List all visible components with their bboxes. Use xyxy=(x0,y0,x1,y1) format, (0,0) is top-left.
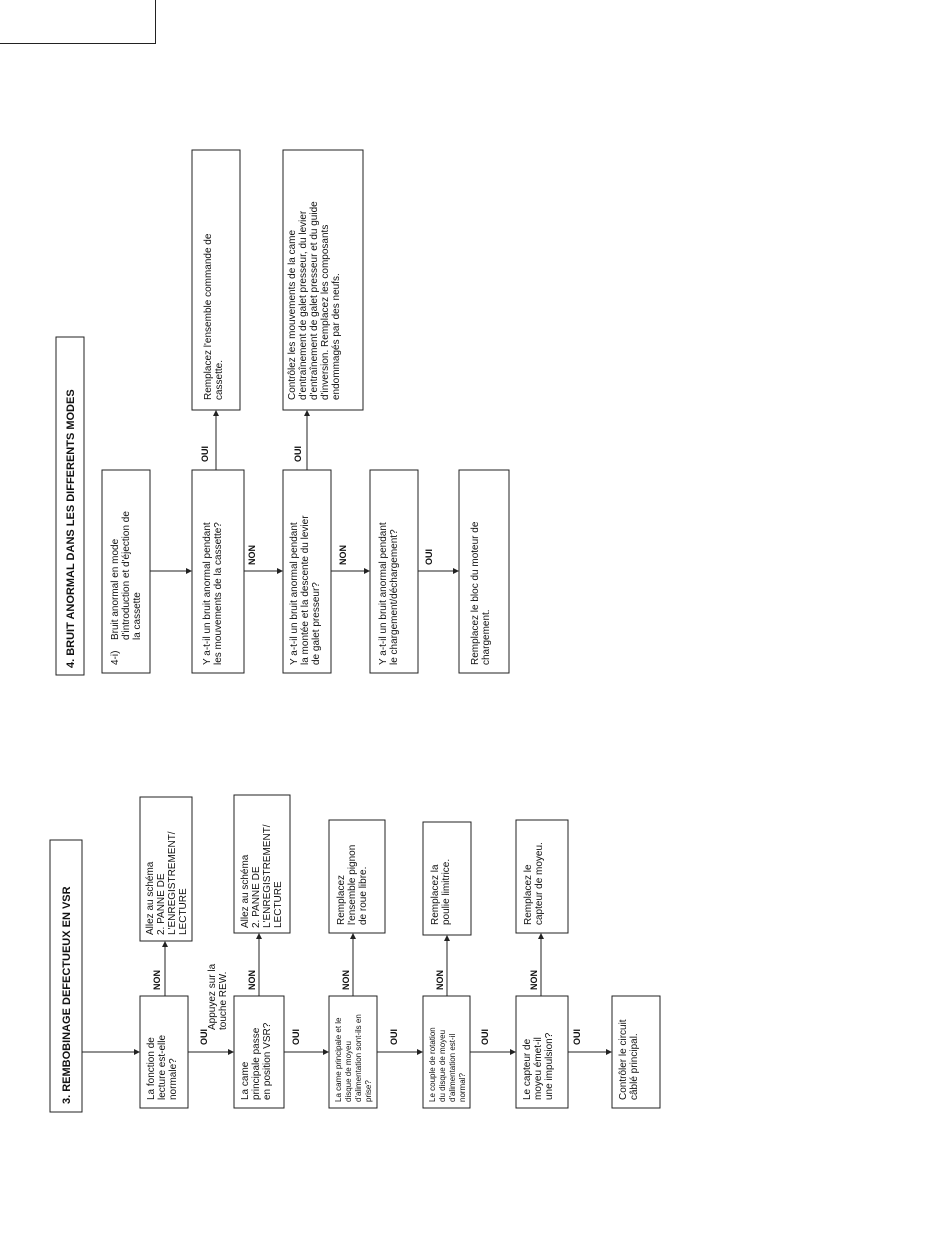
label-no-1: NON xyxy=(152,970,162,990)
label-yes-1: OUI xyxy=(199,1028,209,1045)
start-number: 4-i) xyxy=(110,650,121,665)
label-no-5: NON xyxy=(529,970,539,990)
section-4-title: 4. BRUIT ANORMAL DANS LES DIFFERENTS MODES xyxy=(65,389,77,668)
label-no-s4-1: NON xyxy=(247,545,257,565)
label-no-s4-2: NON xyxy=(338,545,348,565)
label-yes-s4-3: OUI xyxy=(424,548,434,565)
label-yes-s4-2: OUI xyxy=(293,445,303,462)
label-yes-4: OUI xyxy=(480,1028,490,1045)
section-3-title: 3. REMBOBINAGE DEFECTUEUX EN VSR xyxy=(61,886,73,1104)
note-press-rew: Appuyez sur la touche REW. xyxy=(207,963,229,1030)
label-no-3: NON xyxy=(341,970,351,990)
result-text-limiter-pulley: Remplacez la poulie limitrice. xyxy=(430,858,452,925)
decision-text-cam-vsr: La came principale passe en position VSR? xyxy=(240,1022,273,1100)
decision-text-playback-normal: La fonction de lecture est-elle normale? xyxy=(146,1034,179,1100)
section-3 xyxy=(50,795,660,1112)
question-text-cassette-movement: Y a-t-il un bruit anormal pendant les mouvements de la cassette? xyxy=(202,522,224,665)
start-text-abnormal-noise: Bruit anormal en mode d'introduction et d'éjection de la cassette xyxy=(110,511,143,640)
result-text-check-circuit: Contrôler le circuit câblé principal. xyxy=(618,1019,640,1100)
result-text-goto-diagram-2-a: Allez au schéma 2. PANNE DE L'ENREGISTREMENT/ LECTURE xyxy=(145,831,189,935)
question-text-loading-unloading: Y a-t-il un bruit anormal pendant le chargement/déchargement? xyxy=(378,522,400,665)
label-yes-s4-1: OUI xyxy=(200,445,210,462)
decision-text-torque-normal: Le couple de rotation du disque de moyeu d'alimentation est-il normal? xyxy=(428,1027,467,1102)
question-text-pinch-roller-lever: Y a-t-il un bruit anormal pendant la montée et la descente du levier de galet presseur? xyxy=(289,515,322,665)
result-text-freewheel-gear: Remplacez l'ensemble pignon de roue libre. xyxy=(336,844,369,925)
label-no-4: NON xyxy=(435,970,445,990)
action-text-replace-loading-motor: Remplacez le bloc du moteur de chargement. xyxy=(470,521,492,665)
section-4 xyxy=(56,150,509,675)
label-yes-2: OUI xyxy=(291,1028,301,1045)
result-text-reel-sensor: Remplacez le capteur de moyeu. xyxy=(523,842,545,925)
decision-text-reel-sensor-pulse: Le capteur de moyeu émet-il une impulsion? xyxy=(522,1032,555,1100)
label-yes-3: OUI xyxy=(389,1028,399,1045)
action-text-check-cam-movements: Contrôlez les mouvements de la came d'entraînement de galet presseur, du levier d'entraînement de galet presseur et du guide d'inversion. Remplacez les composants endommagés par des neufs. xyxy=(287,201,342,400)
decision-text-cam-engaged: La came principale et le disque de moyeu d'alimentation sont-ils en prise? xyxy=(334,1014,373,1102)
label-no-2: NON xyxy=(247,970,257,990)
action-text-replace-cassette-control: Remplacez l'ensemble commande de cassette. xyxy=(203,233,225,400)
result-text-goto-diagram-2-b: Allez au schéma 2. PANNE DE L'ENREGISTREMENT/ LECTURE xyxy=(240,824,284,928)
label-yes-5: OUI xyxy=(572,1028,582,1045)
